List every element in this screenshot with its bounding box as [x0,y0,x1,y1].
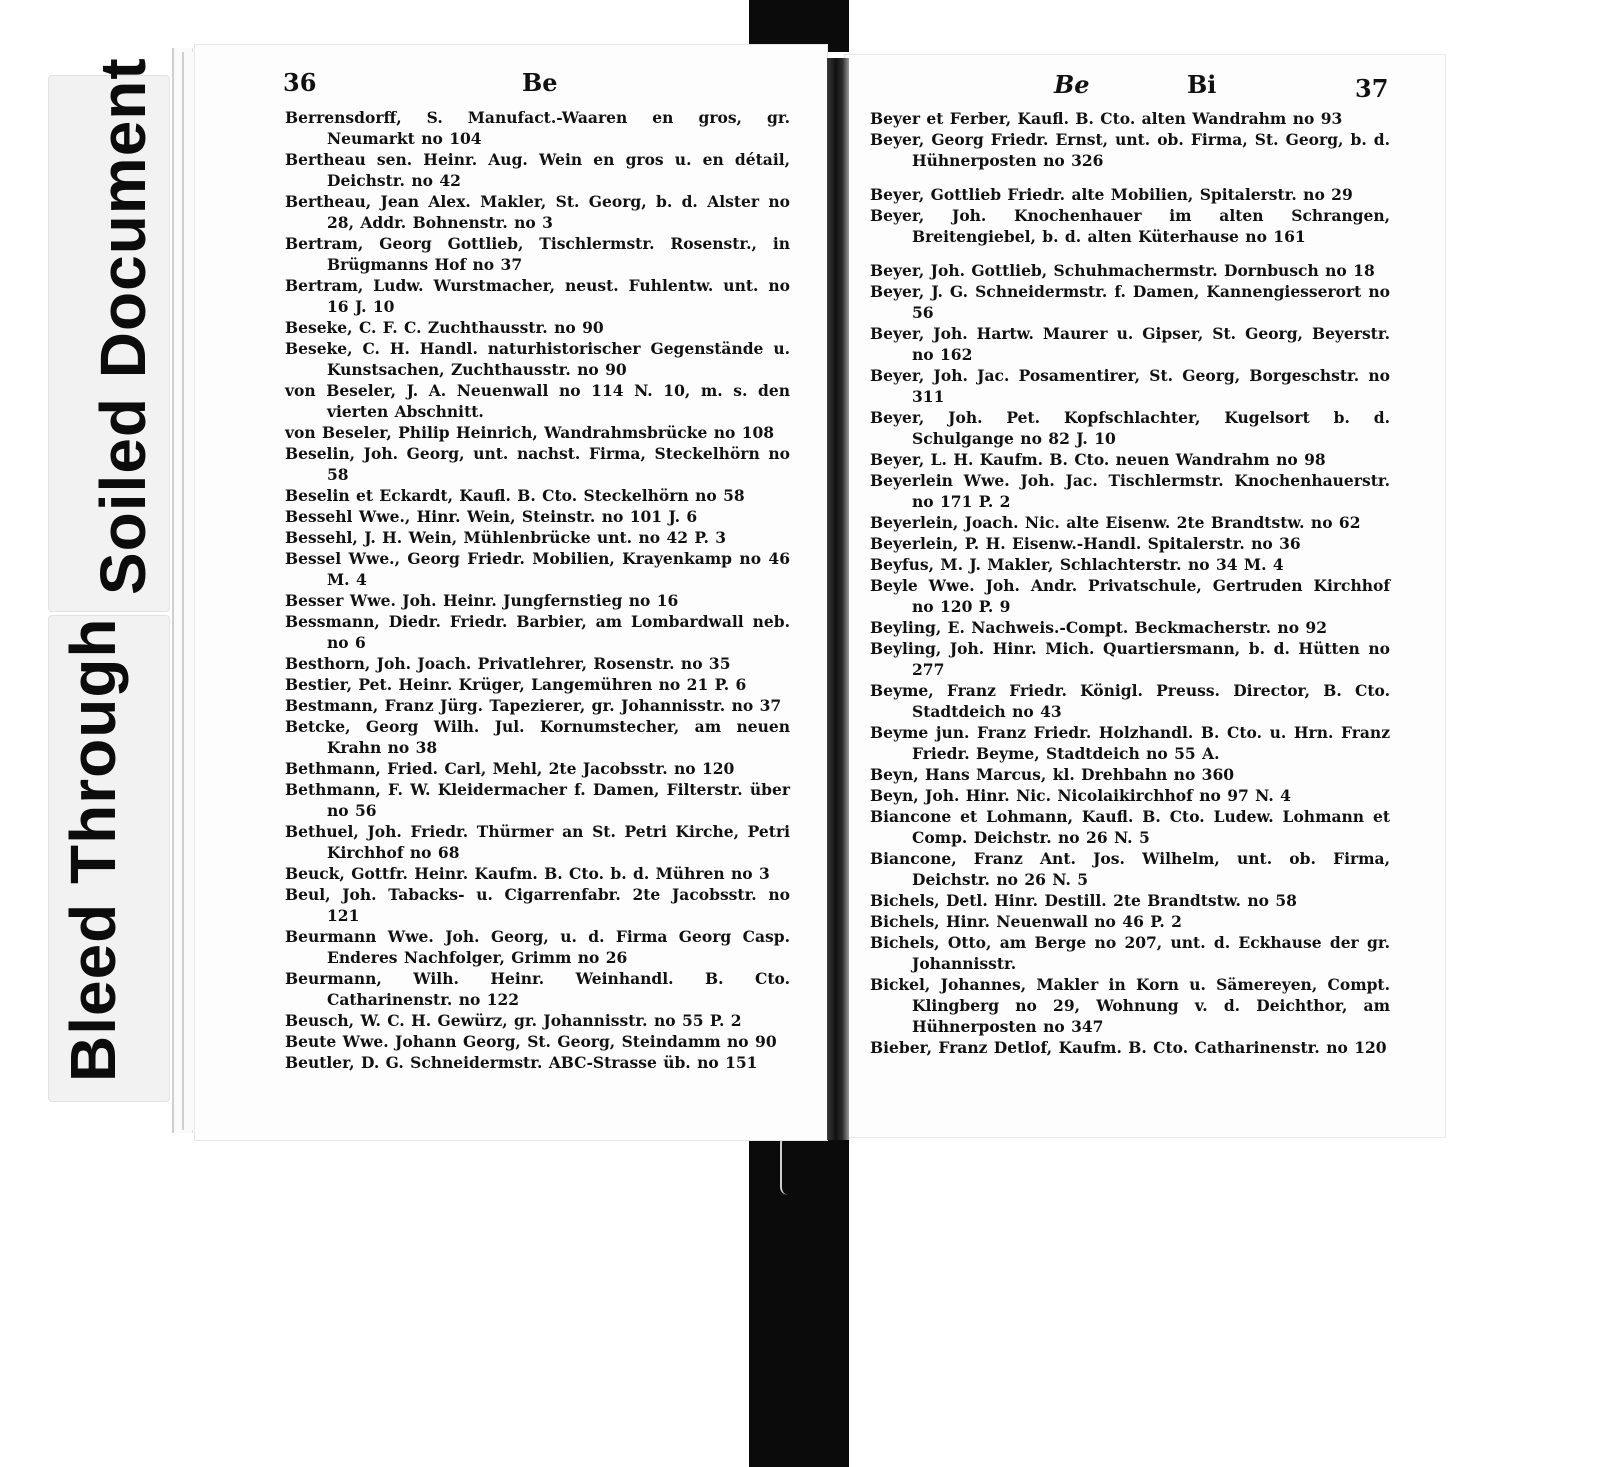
directory-entry: Besthorn, Joh. Joach. Privatlehrer, Rosenstr. no 35 [285,654,731,673]
directory-entry: Beyn, Joh. Hinr. Nic. Nicolaikirchhof no 97 N. 4 [870,786,1291,805]
directory-entry: Bessmann, Diedr. Friedr. Barbier, am Lombardwall neb. no 6 [285,612,790,652]
right-running-head-start: Be [1054,70,1090,99]
directory-entry: Beurmann Wwe. Joh. Georg, u. d. Firma Georg Casp. Enderes Nachfolger, Grimm no 26 [285,927,790,967]
directory-entry: Beyme jun. Franz Friedr. Holzhandl. B. Cto. u. Hrn. Franz Friedr. Beyme, Stadtdeich no 55 A. [870,723,1390,763]
soiled-document-label: Soiled Document [87,57,159,595]
left-directory-column [285,107,790,1073]
book-gutter [827,58,849,1140]
directory-entry: Beselin, Joh. Georg, unt. nachst. Firma, Steckelhörn no 58 [285,444,790,484]
left-running-head: Be [522,68,558,97]
directory-entry: Bieber, Franz Detlof, Kaufm. B. Cto. Catharinenstr. no 120 [870,1038,1387,1057]
directory-entry: Bestmann, Franz Jürg. Tapezierer, gr. Johannisstr. no 37 [285,696,782,715]
directory-entry: Bethmann, F. W. Kleidermacher f. Damen, Filterstr. über no 56 [285,780,790,820]
directory-entry: Beyfus, M. J. Makler, Schlachterstr. no 34 M. 4 [870,555,1284,574]
bleed-through-label: Bleed Through [57,617,129,1082]
directory-entry: Beyer, Joh. Knochenhauer im alten Schrangen, Breitengiebel, b. d. alten Küterhause no 161 [870,206,1390,246]
directory-entry: Bessel Wwe., Georg Friedr. Mobilien, Krayenkamp no 46 M. 4 [285,549,790,589]
directory-entry: von Beseler, Philip Heinrich, Wandrahmsbrücke no 108 [285,423,775,442]
left-page-number: 36 [283,68,317,97]
directory-entry: Bethuel, Joh. Friedr. Thürmer an St. Petri Kirche, Petri Kirchhof no 68 [285,822,790,862]
directory-entry: Biancone, Franz Ant. Jos. Wilhelm, unt. ob. Firma, Deichstr. no 26 N. 5 [870,849,1390,889]
directory-entry: Biancone et Lohmann, Kaufl. B. Cto. Ludew. Lohmann et Comp. Deichstr. no 26 N. 5 [870,807,1390,847]
directory-entry: Bickel, Johannes, Makler in Korn u. Sämereyen, Compt. Klingberg no 29, Wohnung v. d. Deichthor, am Hühnerposten no 347 [870,975,1390,1036]
directory-entry: Beyerlein Wwe. Joh. Jac. Tischlermstr. Knochenhauerstr. no 171 P. 2 [870,471,1390,511]
right-directory-column [870,108,1390,1058]
directory-entry: Beyme, Franz Friedr. Königl. Preuss. Director, B. Cto. Stadtdeich no 43 [870,681,1390,721]
directory-entry: Beyer, Georg Friedr. Ernst, unt. ob. Firma, St. Georg, b. d. Hühnerposten no 326 [870,130,1390,170]
directory-entry: Bertheau, Jean Alex. Makler, St. Georg, b. d. Alster no 28, Addr. Bohnenstr. no 3 [285,192,790,232]
directory-entry: Beyerlein, P. H. Eisenw.-Handl. Spitalerstr. no 36 [870,534,1301,553]
directory-entry: Beyer, J. G. Schneidermstr. f. Damen, Kannengiesserort no 56 [870,282,1390,322]
directory-entry: Beyling, Joh. Hinr. Mich. Quartiersmann, b. d. Hütten no 277 [870,639,1390,679]
directory-entry: Beute Wwe. Johann Georg, St. Georg, Steindamm no 90 [285,1032,777,1051]
directory-entry: Bessehl, J. H. Wein, Mühlenbrücke unt. no 42 P. 3 [285,528,727,547]
directory-entry: Beselin et Eckardt, Kaufl. B. Cto. Steckelhörn no 58 [285,486,745,505]
right-running-head-end: Bi [1187,70,1217,99]
directory-entry: Beyer, Joh. Pet. Kopfschlachter, Kugelsort b. d. Schulgange no 82 J. 10 [870,408,1390,448]
directory-entry: Bichels, Otto, am Berge no 207, unt. d. Eckhause der gr. Johannisstr. [870,933,1390,973]
directory-entry: Beyer, Gottlieb Friedr. alte Mobilien, Spitalerstr. no 29 [870,185,1353,204]
directory-entry: Beseke, C. F. C. Zuchthausstr. no 90 [285,318,604,337]
spine-thread-mark [780,1135,796,1195]
directory-entry: Bestier, Pet. Heinr. Krüger, Langemühren no 21 P. 6 [285,675,747,694]
directory-entry: Beyle Wwe. Joh. Andr. Privatschule, Gertruden Kirchhof no 120 P. 9 [870,576,1390,616]
directory-entry: Bethmann, Fried. Carl, Mehl, 2te Jacobsstr. no 120 [285,759,735,778]
directory-entry: von Beseler, J. A. Neuenwall no 114 N. 10, m. s. den vierten Abschnitt. [285,381,790,421]
directory-entry: Bichels, Detl. Hinr. Destill. 2te Brandtstw. no 58 [870,891,1297,910]
directory-entry: Bertram, Georg Gottlieb, Tischlermstr. Rosenstr., in Brügmanns Hof no 37 [285,234,790,274]
directory-entry: Beurmann, Wilh. Heinr. Weinhandl. B. Cto. Catharinenstr. no 122 [285,969,790,1009]
directory-entry: Beuck, Gottfr. Heinr. Kaufm. B. Cto. b. d. Mühren no 3 [285,864,770,883]
directory-entry: Bertram, Ludw. Wurstmacher, neust. Fuhlentw. unt. no 16 J. 10 [285,276,790,316]
directory-entry: Beusch, W. C. H. Gewürz, gr. Johannisstr. no 55 P. 2 [285,1011,742,1030]
directory-entry: Beyer et Ferber, Kaufl. B. Cto. alten Wandrahm no 93 [870,109,1343,128]
directory-entry: Besser Wwe. Joh. Heinr. Jungfernstieg no 16 [285,591,679,610]
directory-entry: Bertheau sen. Heinr. Aug. Wein en gros u. en détail, Deichstr. no 42 [285,150,790,190]
directory-entry: Beseke, C. H. Handl. naturhistorischer Gegenstände u. Kunstsachen, Zuchthausstr. no 90 [285,339,790,379]
directory-entry: Beyer, L. H. Kaufm. B. Cto. neuen Wandrahm no 98 [870,450,1326,469]
directory-entry: Berrensdorff, S. Manufact.-Waaren en gros, gr. Neumarkt no 104 [285,108,790,148]
directory-entry: Beutler, D. G. Schneidermstr. ABC-Strasse üb. no 151 [285,1053,758,1072]
spine-strip-bottom [749,1140,849,1467]
directory-entry: Betcke, Georg Wilh. Jul. Kornumstecher, am neuen Krahn no 38 [285,717,790,757]
directory-entry: Beyer, Joh. Hartw. Maurer u. Gipser, St. Georg, Beyerstr. no 162 [870,324,1390,364]
directory-entry: Beyn, Hans Marcus, kl. Drehbahn no 360 [870,765,1235,784]
directory-entry: Bichels, Hinr. Neuenwall no 46 P. 2 [870,912,1182,931]
right-page-number: 37 [1355,74,1389,103]
directory-entry: Bessehl Wwe., Hinr. Wein, Steinstr. no 101 J. 6 [285,507,698,526]
directory-entry: Beyer, Joh. Gottlieb, Schuhmachermstr. Dornbusch no 18 [870,261,1375,280]
directory-entry: Beyer, Joh. Jac. Posamentirer, St. Georg, Borgeschstr. no 311 [870,366,1390,406]
directory-entry: Beyerlein, Joach. Nic. alte Eisenw. 2te Brandtstw. no 62 [870,513,1361,532]
directory-entry: Beyling, E. Nachweis.-Compt. Beckmacherstr. no 92 [870,618,1327,637]
directory-entry: Beul, Joh. Tabacks- u. Cigarrenfabr. 2te Jacobsstr. no 121 [285,885,790,925]
